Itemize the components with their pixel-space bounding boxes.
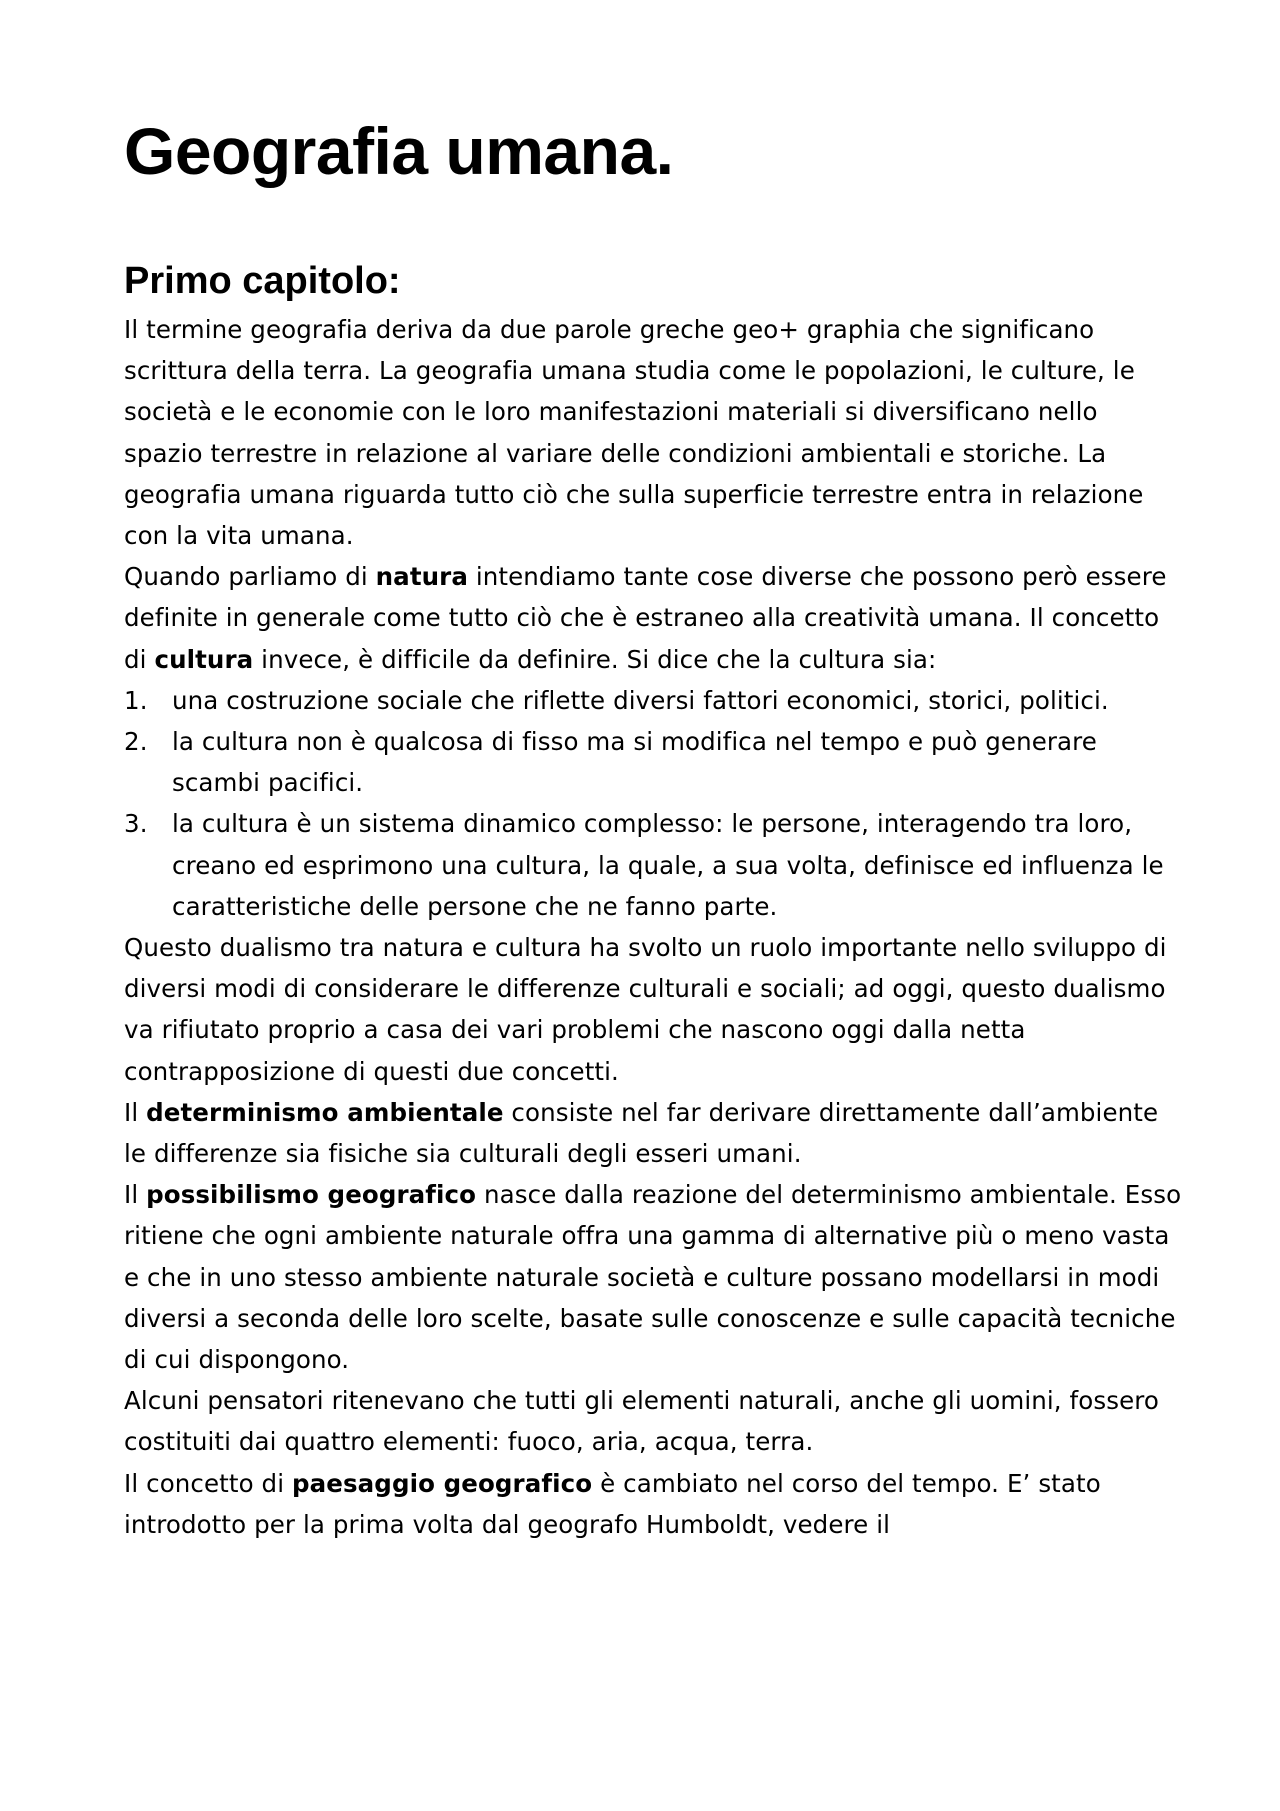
text-span: invece, è difficile da definire. Si dice che la cultura sia:	[253, 644, 937, 674]
list-item	[124, 721, 1184, 803]
term-natura: natura	[375, 562, 468, 592]
list-item-text: la cultura non è qualcosa di fisso ma si modifica nel tempo e può generare scambi pacifici.	[172, 727, 1097, 798]
term-possibilismo-geografico: possibilismo geografico	[146, 1180, 477, 1210]
list-item	[124, 803, 1184, 927]
document-page	[124, 114, 1184, 1539]
document-title: Geografia umana.	[124, 114, 674, 188]
text-span: Il	[124, 1097, 147, 1127]
list-item	[124, 680, 1184, 721]
intro-paragraph: Il termine geografia deriva da due parole greche geo+ graphia che significano scrittura della terra. La geografia umana studia come le popolazioni, le culture, le società e le economie con le loro manifestazioni materiali si diversificano nello spazio terrestre in relazione al variare delle condizioni ambientali e storiche. La geografia umana riguarda tutto ciò che sulla superficie terrestre entra in relazione con la vita umana.	[124, 315, 1144, 551]
chapter-title: Primo capitolo:	[124, 260, 401, 302]
determinismo-paragraph	[124, 1092, 1184, 1174]
paesaggio-paragraph	[124, 1463, 1184, 1545]
text-span: Quando parliamo di	[124, 562, 376, 592]
list-number: 3.	[124, 809, 148, 839]
text-span: consiste nel far derivare direttamente dall’ambiente le differenze sia fisiche sia culturali degli esseri umani.	[124, 1097, 1159, 1169]
text-span: è cambiato nel corso del tempo. E’ stato introdotto per la prima volta dal geografo Humboldt, vedere il	[124, 1468, 1101, 1539]
culture-definition-list	[124, 680, 1184, 927]
natura-cultura-paragraph	[124, 556, 1184, 680]
text-span: nasce dalla reazione del determinismo ambientale. Esso ritiene che ogni ambiente naturale offra una gamma di alternative più o meno vasta e che in uno stesso ambiente naturale società e culture possano modellarsi in modi diversi a seconda delle loro scelte, basate sulle conoscenze e sulle capacità tecniche di cui dispongono.	[124, 1180, 1182, 1375]
term-determinismo-ambientale: determinismo ambientale	[146, 1097, 504, 1127]
text-span: Il	[124, 1180, 147, 1210]
list-number: 2.	[124, 727, 148, 757]
term-paesaggio-geografico: paesaggio geografico	[292, 1468, 593, 1498]
elementi-paragraph: Alcuni pensatori ritenevano che tutti gli elementi naturali, anche gli uomini, fossero costituiti dai quattro elementi: fuoco, aria, acqua, terra.	[124, 1386, 1159, 1457]
term-cultura: cultura	[154, 644, 254, 674]
list-item-text: la cultura è un sistema dinamico complesso: le persone, interagendo tra loro, creano ed esprimono una cultura, la quale, a sua volta, definisce ed influenza le caratteristiche delle persone che ne fanno parte.	[172, 809, 1164, 921]
list-number: 1.	[124, 685, 148, 715]
text-span: intendiamo tante cose diverse che possono però essere definite in generale come tutto ciò che è estraneo alla creatività umana. Il concetto di	[124, 562, 1167, 674]
document-body	[124, 309, 1184, 1545]
text-span: Il concetto di	[124, 1468, 292, 1498]
dualismo-paragraph: Questo dualismo tra natura e cultura ha svolto un ruolo importante nello sviluppo di diversi modi di considerare le differenze culturali e sociali; ad oggi, questo dualismo va rifiutato proprio a casa dei vari problemi che nascono oggi dalla netta contrapposizione di questi due concetti.	[124, 933, 1167, 1086]
possibilismo-paragraph	[124, 1174, 1184, 1380]
list-item-text: una costruzione sociale che riflette diversi fattori economici, storici, politici.	[172, 685, 1109, 715]
